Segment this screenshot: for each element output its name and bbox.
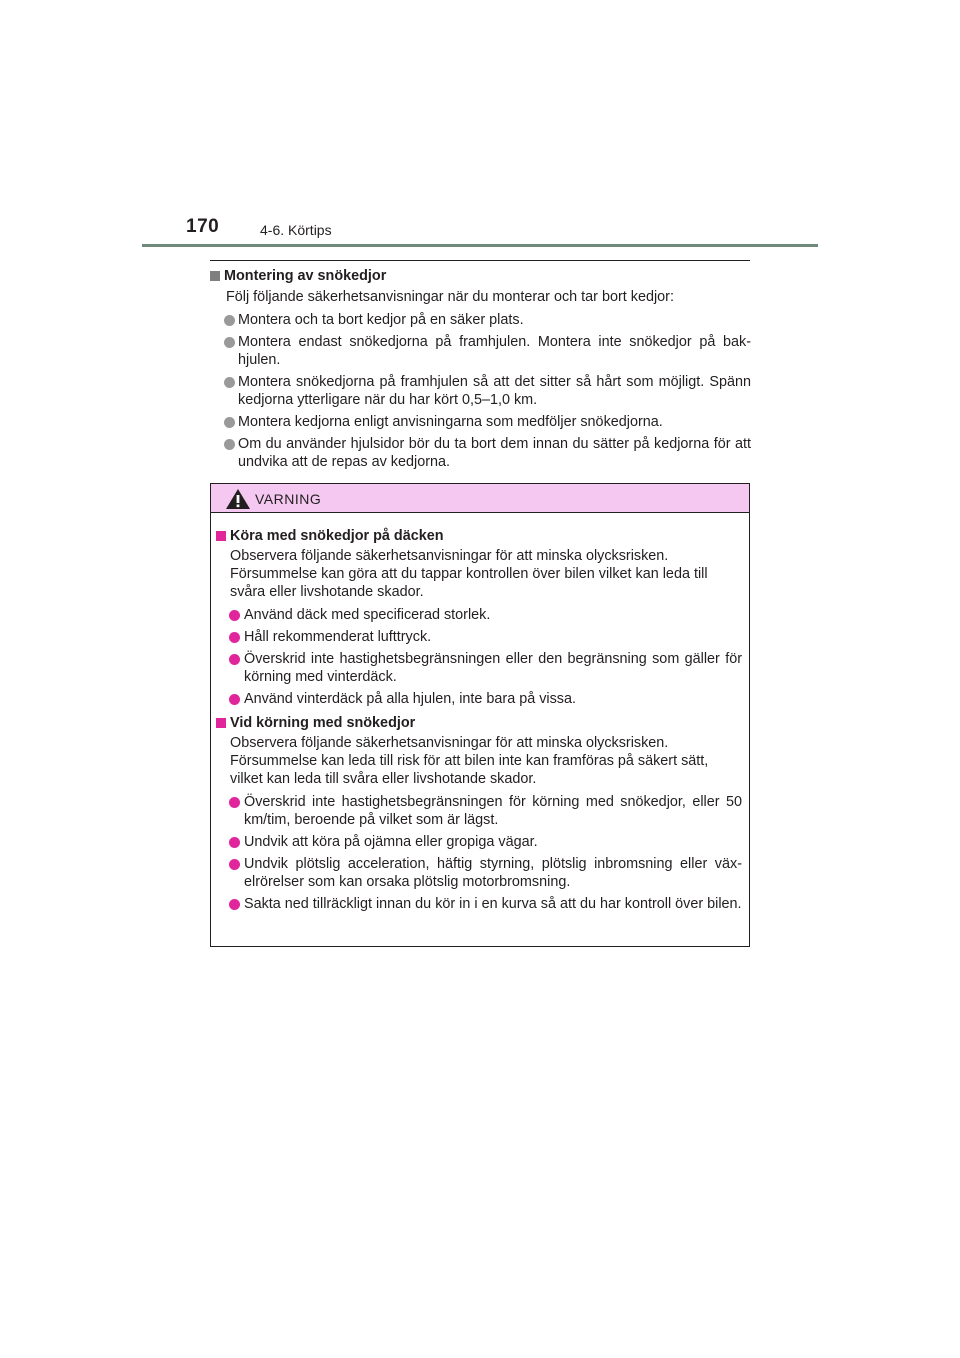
circle-bullet-icon [224,439,235,450]
circle-bullet-icon [229,654,240,665]
list-item: Använd däck med specificerad storlek. [216,606,742,624]
list-item: Sakta ned tillräckligt innan du kör in i en kurva så att du har kontroll över bilen. [216,895,742,913]
square-bullet-icon [216,531,226,541]
warning-label: VARNING [255,491,322,507]
circle-bullet-icon [229,694,240,705]
list-item: Överskrid inte hastighetsbegränsningen för körning med snökedjor, eller 50 km/tim, beroende på vilket som är lägst. [216,793,742,829]
list-item: Montera och ta bort kedjor på en säker plats. [210,311,751,329]
list-item: Använd vinterdäck på alla hjulen, inte bara på vissa. [216,690,742,708]
mounting-section [210,267,751,475]
warning-intro-driving: Observera följande säkerhetsanvisningar för att minska olycksrisken. Försummelse kan göra att du tappar kontrollen över bilen vilket kan leda till svåra eller livshotande skador. [230,548,708,600]
circle-bullet-icon [229,837,240,848]
list-item: Undvik att köra på ojämna eller gropiga vägar. [216,833,742,851]
warning-intro-chains: Observera följande säkerhetsanvisningar för att minska olycksrisken. Försummelse kan leda till risk för att bilen inte kan framföras på säkert sätt, vilket kan leda till svåra eller livshotande skador. [230,735,709,787]
circle-bullet-icon [229,859,240,870]
list-item: Montera snökedjorna på framhjulen så att det sitter så hårt som möjligt. Spänn kedjorna ytterligare när du har kört 0,5–1,0 km. [210,373,751,409]
list-item: Håll rekommenderat lufttryck. [216,628,742,646]
circle-bullet-icon [229,610,240,621]
circle-bullet-icon [229,899,240,910]
square-bullet-icon [210,271,220,281]
list-item: Montera endast snökedjorna på framhjulen. Montera inte snökedjor på bak-hjulen. [210,333,751,369]
warning-header [211,484,749,513]
mounting-intro: Följ följande säkerhetsanvisningar när du monterar och tar bort kedjor: [226,289,674,305]
warning-heading-driving: Köra med snökedjor på däcken [216,527,742,545]
square-bullet-icon [216,718,226,728]
list-item: Undvik plötslig acceleration, häftig styrning, plötslig inbromsning eller väx-elrörelser som kan orsaka plötslig motorbromsning. [216,855,742,891]
warning-heading-chains: Vid körning med snökedjor [216,714,742,732]
mounting-heading: Montering av snökedjor [210,267,751,285]
section-title: 4-6. Körtips [260,222,332,238]
list-item: Överskrid inte hastighetsbegränsningen eller den begränsning som gäller för körning med vinterdäck. [216,650,742,686]
page-number: 170 [186,216,220,237]
circle-bullet-icon [224,337,235,348]
content-rule [210,260,750,261]
circle-bullet-icon [224,315,235,326]
warning-body [211,513,749,913]
circle-bullet-icon [229,797,240,808]
circle-bullet-icon [224,377,235,388]
warning-triangle-icon [225,488,251,510]
header-rule [142,244,818,247]
warning-box [210,483,750,947]
circle-bullet-icon [224,417,235,428]
list-item: Om du använder hjulsidor bör du ta bort dem innan du sätter på kedjorna för att undvika att de repas av kedjorna. [210,435,751,471]
list-item: Montera kedjorna enligt anvisningarna som medföljer snökedjorna. [210,413,751,431]
circle-bullet-icon [229,632,240,643]
